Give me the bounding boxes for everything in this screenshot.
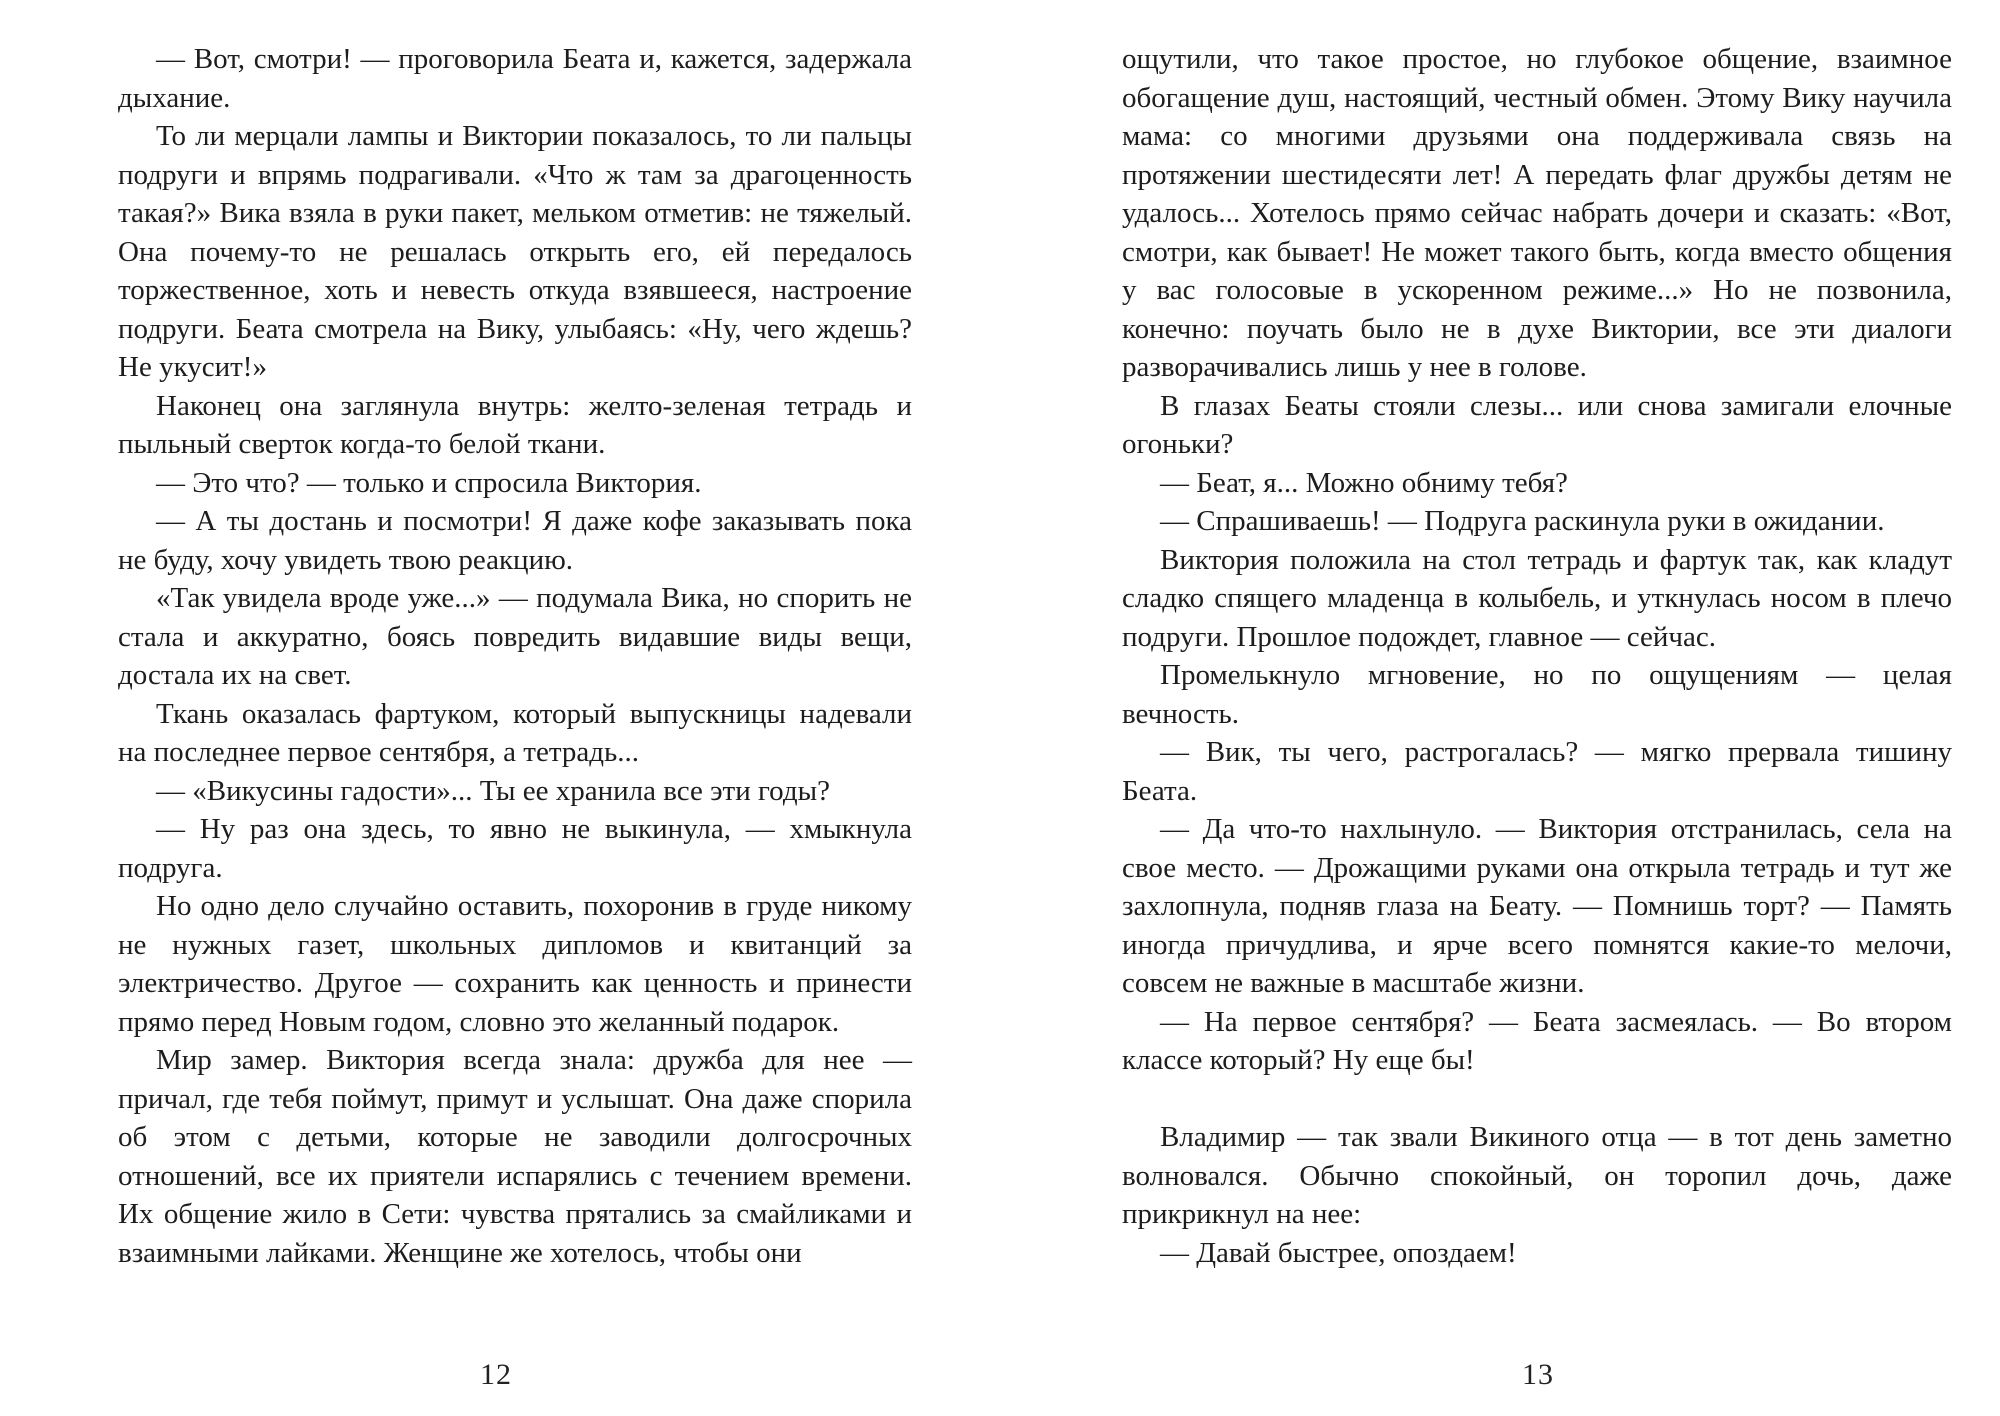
- paragraph: — А ты достань и посмотри! Я даже кофе заказывать пока не буду, хочу увидеть твою реакцию.: [118, 505, 912, 576]
- paragraph: Наконец она заглянула внутрь: желто-зеленая тетрадь и пыльный сверток когда-то белой ткани.: [118, 389, 912, 460]
- paragraph: — Ну раз она здесь, то явно не выкинула, — хмыкнула подруга.: [118, 813, 912, 884]
- right-page-text: [1122, 40, 1952, 1272]
- paragraph: То ли мерцали лампы и Виктории показалось, то ли пальцы подруги и впрямь подрагивали. «Что ж там за драгоценность такая?» Вика взяла в руки пакет, мельком отметив: не тяжелый. Она почему-то не решалась открыть его, ей передалось торжественное, хоть и невесть откуда взявшееся, настроение подруги. Беата смотрела на Вику, улыбаясь: «Ну, чего ждешь? Не укусит!»: [118, 120, 912, 383]
- paragraph: — «Викусины гадости»... Ты ее хранила все эти годы?: [156, 774, 830, 807]
- paragraph: Мир замер. Виктория всегда знала: дружба для нее — причал, где тебя поймут, примут и услышат. Она даже спорила об этом с детьми, которые не заводили долгосрочных отношений, все их приятели испарялись с течением времени. Их общение жило в Сети: чувства прятались за смайликами и взаимными лайками. Женщине же хотелось, чтобы они: [118, 1044, 912, 1269]
- paragraph: Но одно дело случайно оставить, похоронив в груде никому не нужных газет, школьных дипломов и квитанций за электричество. Другое — сохранить как ценность и принести прямо перед Новым годом, словно это желанный подарок.: [118, 890, 912, 1038]
- paragraph: Промелькнуло мгновение, но по ощущениям — целая вечность.: [1122, 659, 1952, 730]
- paragraph: Владимир — так звали Викиного отца — в тот день заметно волновался. Обычно спокойный, он торопил дочь, даже прикрикнул на нее:: [1122, 1121, 1952, 1230]
- paragraph: — Да что-то нахлынуло. — Виктория отстранилась, села на свое место. — Дрожащими руками она открыла тетрадь и тут же захлопнула, подняв глаза на Беату. — Помнишь торт? — Память иногда причудлива, и ярче всего помнятся какие-то мелочи, совсем не важные в масштабе жизни.: [1122, 813, 1952, 999]
- paragraph: — Это что? — только и спросила Виктория.: [156, 466, 702, 499]
- right-page: [1000, 0, 2000, 1416]
- paragraph: «Так увидела вроде уже...» — подумала Вика, но спорить не стала и аккуратно, боясь повредить видавшие виды вещи, достала их на свет.: [118, 582, 912, 691]
- paragraph: — Вот, смотри! — проговорила Беата и, кажется, задержала дыхание.: [118, 43, 912, 114]
- paragraph: ощутили, что такое простое, но глубокое общение, взаимное обогащение душ, настоящий, честный обмен. Этому Вику научила мама: со многими друзьями она поддерживала связь на протяжении шестидесяти лет! А передать флаг дружбы детям не удалось... Хотелось прямо сейчас набрать дочери и сказать: «Вот, смотри, как бывает! Не может такого быть, когда вместо общения у вас голосовые в ускоренном режиме...» Но не позвонила, конечно: поучать было не в духе Виктории, все эти диалоги разворачивались лишь у нее в голове.: [1122, 43, 1952, 383]
- paragraph: — Спрашиваешь! — Подруга раскинула руки в ожидании.: [1160, 505, 1885, 537]
- paragraph: В глазах Беаты стояли слезы... или снова замигали елочные огоньки?: [1122, 389, 1952, 460]
- page-number-left: 12: [480, 1358, 512, 1391]
- page-number-right: 13: [1522, 1358, 1554, 1391]
- left-page-text: [118, 40, 912, 1272]
- paragraph: Виктория положила на стол тетрадь и фартук так, как кладут сладко спящего младенца в колыбель, и уткнулась носом в плечо подруги. Прошлое подождет, главное — сейчас.: [1122, 543, 1952, 653]
- paragraph: — Давай быстрее, опоздаем!: [1160, 1236, 1517, 1269]
- paragraph: — Вик, ты чего, растрогалась? — мягко прервала тишину Беата.: [1122, 736, 1952, 807]
- paragraph: — На первое сентября? — Беата засмеялась. — Во втором классе который? Ну еще бы!: [1122, 1005, 1952, 1076]
- paragraph: — Беат, я... Можно обниму тебя?: [1160, 466, 1568, 499]
- paragraph: Ткань оказалась фартуком, который выпускницы надевали на последнее первое сентября, а тетрадь...: [118, 697, 912, 768]
